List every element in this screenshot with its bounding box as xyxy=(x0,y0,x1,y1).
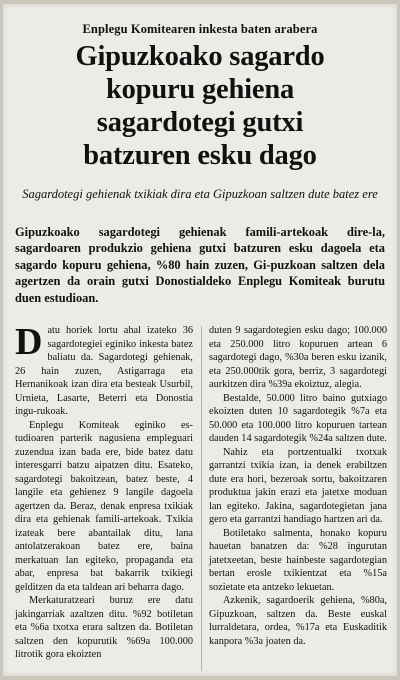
lead-paragraph: Gipuzkoako sagardotegi gehienak famili-artekoak dire-la, sagardoaren produkzio gehiena gutxi batzuren esku dagoela eta sagardo kopuru gehiena, %80 hain zuzen, Gi-puzkoan saltzen dela agertzen da orain gutxi Donostialdeko Enplegu Komiteak burutu duen estudioan. xyxy=(15,225,385,305)
body-paragraph xyxy=(15,321,193,419)
newspaper-page xyxy=(3,4,397,676)
headline-line: Gipuzkoako sagardo xyxy=(75,41,325,72)
body-paragraph-text: atu horiek lortu ahal izateko 36 sagardotegiei eginiko inkesta batez baliatu da. Sagardotegi gehienak, 26 hain zuzen, Astigarraga eta Hernanikoak izan dira eta besteak Usurbil, Urnieta, Lasarte, Beterri eta Donostia ingu-rukoak. xyxy=(15,325,193,417)
headline-line: kopuru gehiena xyxy=(105,74,295,105)
body-paragraph: Botiletako salmenta, honako kopuru hauetan banatzen da: %28 ingurutan jatetxeetan, beste hainbeste sagardotegian bertan erosle txikientzat eta %15a sozietate eta antzeko lekuetan. xyxy=(209,527,387,593)
drop-cap: D xyxy=(15,321,43,363)
body-paragraph: duten 9 sagardotegien esku dago; 100.000 eta 250.000 litro kopuruen artean 6 sagardotegi dago, %30a beren esku izanik, eta 250.000tik gora, berriz, 3 sagardotegi aurkitzen dira %39a ekoiztuz, alegia. xyxy=(209,325,387,390)
headline-line: batzuren esku dago xyxy=(83,140,317,171)
subheadline: Sagardotegi gehienak txikiak dira eta Gipuzkoan saltzen dute batez ere xyxy=(22,187,378,201)
body-paragraph: Bestalde, 50.000 litro baino gutxiago ekoizten duten 10 sagardotegik %7a eta 50.000 eta 100.000 litro kopuruen tartean dauden 14 sagardotegik %24a saltzen dute. xyxy=(209,392,387,444)
body-paragraph: Enplegu Komiteak eginiko es-tudioaren parterik nagusiena empleguari zuzendua izan bada ere, bide batez datu interesgarri batzu aipatzen ditu. Esateko, sagardotegi bakoitzean, batez beste, 4 langile eta gehienez 9 langile dagoela agertzen da. Beraz, denak enpresa txikiak dira eta gehienak famili-artekoak. Txikia izateak bere abantailak ditu, lana antolatzerakoan batez ere, baina merkatuan lan egiteko, propaganda eta abar, enpresa bat bakarrik txikiegi gelditzen da eta taldean ari beharra dago. xyxy=(15,419,193,593)
column-right xyxy=(209,324,387,648)
body-paragraph: Azkenik, sagardoerik gehiena, %80a, Gipuzkoan, saltzen da. Beste euskal lurraldetara, ordea, %17a eta Euskaditik kanpora %3a joaten da. xyxy=(209,595,387,647)
body-paragraph: Nahiz eta portzentualki txotxak garrantzi txikia izan, ia denek erabiltzen dute era hori, bezeroak sortu, bakoitzaren produktua jakin erazi eta jatetxe moduan lan egiteko. Jakina, sagardotegietan jana gero eta garrantzi handiago hartzen ari da. xyxy=(209,446,387,525)
headline-line: sagardotegi gutxi xyxy=(96,107,304,138)
body-paragraph: Merkaturatzeari buruz ere datu jakingarriak azaltzen ditu. %92 botiletan eta %6a txotxa erara saltzen da. Botiletan saltzen den kopurutik %69a 100.000 litrotik gora ekoizten xyxy=(15,595,193,660)
kicker: Enplegu Komitearen inkesta baten arabera xyxy=(82,22,318,36)
column-left xyxy=(15,321,193,662)
column-divider xyxy=(201,326,202,671)
headline xyxy=(15,40,385,172)
